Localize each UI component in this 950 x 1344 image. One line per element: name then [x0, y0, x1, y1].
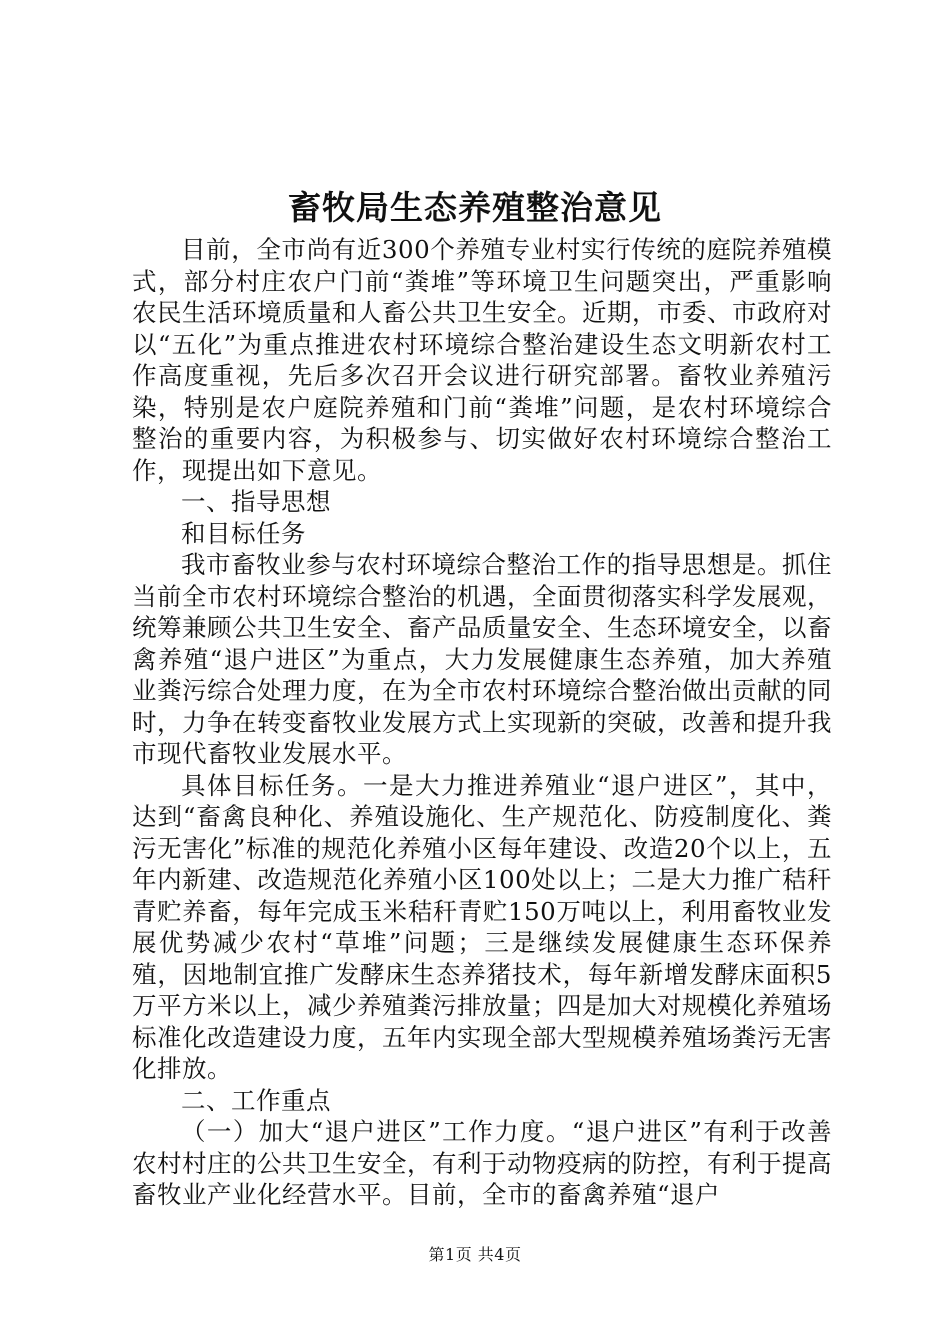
section-heading-guiding-ideology: 一、指导思想 — [181, 487, 331, 516]
document-body — [132, 234, 832, 1211]
paragraph-work-focus-1: （一）加大“退户进区”工作力度。“退户进区”有利于改善农村村庄的公共卫生安全，有利于动物疫病的防控，有利于提高畜牧业产业化经营水平。目前，全市的畜禽养殖“退户 — [132, 1117, 832, 1209]
paragraph-intro: 目前，全市尚有近300个养殖专业村实行传统的庭院养殖模式，部分村庄农户门前“粪堆”等环境卫生问题突出，严重影响农民生活环境质量和人畜公共卫生安全。近期，市委、市政府对以“五化”为重点推进农村环境综合整治建设生态文明新农村工作高度重视，先后多次召开会议进行研究部署。畜牧业养殖污染，特别是农户庭院养殖和门前“粪堆”问题，是农村环境综合整治的重要内容，为积极参与、切实做好农村环境综合整治工作，现提出如下意见。 — [132, 235, 832, 485]
paragraph-specific-targets: 具体目标任务。一是大力推进养殖业“退户进区”，其中，达到“畜禽良种化、养殖设施化、生产规范化、防疫制度化、粪污无害化”标准的规范化养殖小区每年建设、改造20个以上，五年内新建、改造规范化养殖小区100处以上；二是大力推广秸秆青贮养畜，每年完成玉米秸秆青贮150万吨以上，利用畜牧业发展优势减少农村“草堆”问题；三是继续发展健康生态环保养殖，因地制宜推广发酵床生态养猪技术，每年新增发酵床面积5万平方米以上，减少养殖粪污排放量；四是加大对规模化养殖场标准化改造建设力度，五年内实现全部大型规模养殖场粪污无害化排放。 — [132, 770, 832, 1083]
section-heading-work-focus: 二、工作重点 — [181, 1085, 331, 1115]
section-subheading-objectives: 和目标任务 — [181, 518, 306, 548]
document-title: 畜牧局生态养殖整治意见 — [288, 188, 662, 227]
paragraph-guiding-ideology: 我市畜牧业参与农村环境综合整治工作的指导思想是。抓住当前全市农村环境综合整治的机遇，全面贯彻落实科学发展观，统筹兼顾公共卫生安全、畜产品质量安全、生态环境安全，以畜禽养殖“退户进区”为重点，大力发展健康生态养殖，加大养殖业粪污综合处理力度，在为全市农村环境综合整治做出贡献的同时，力争在转变畜牧业发展方式上实现新的突破，改善和提升我市现代畜牧业发展水平。 — [132, 550, 832, 768]
page-number-footer: 第1页 共4页 — [428, 1245, 522, 1264]
